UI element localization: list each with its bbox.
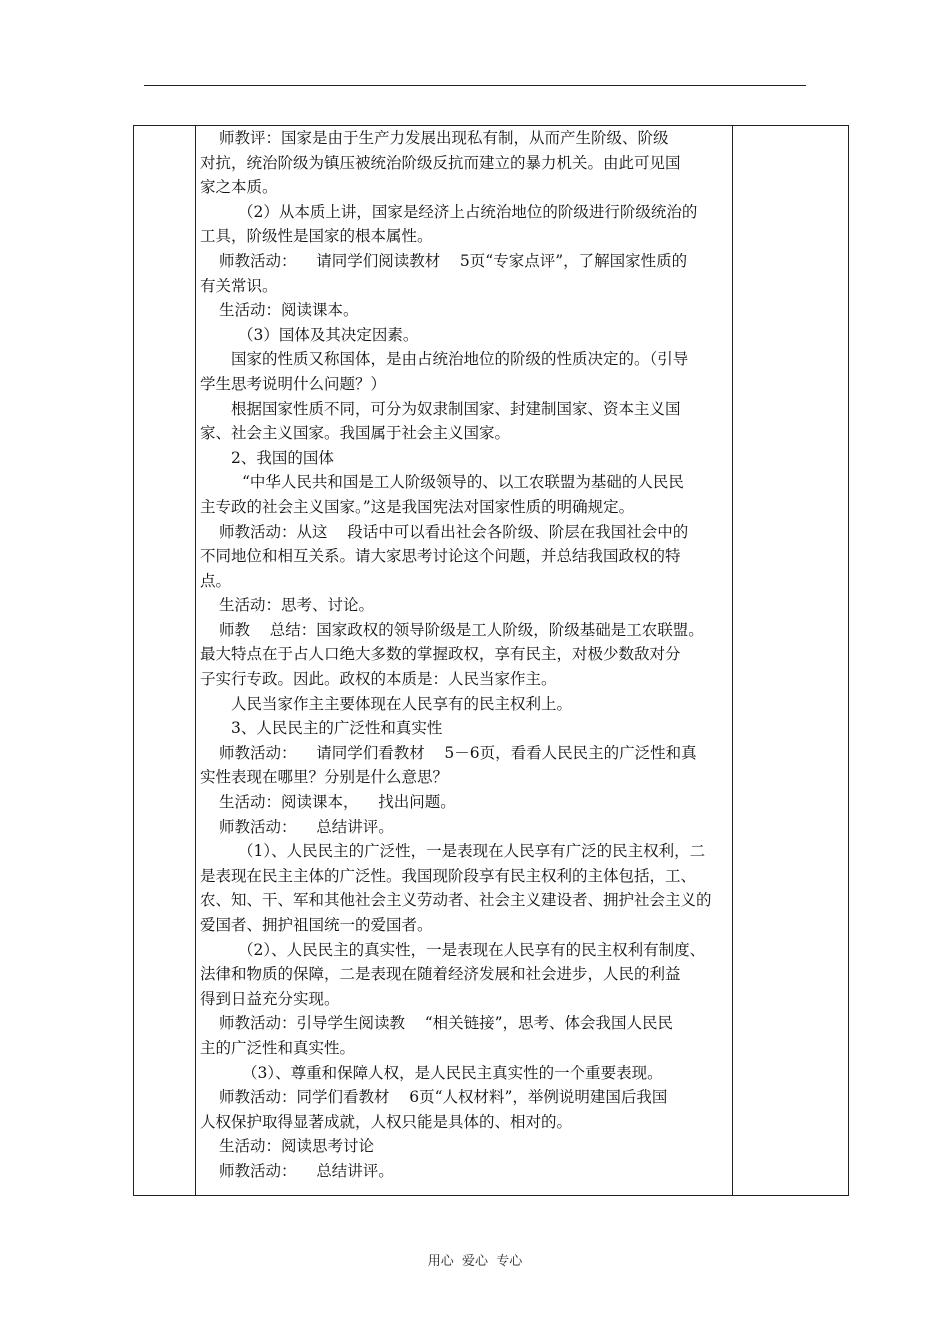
line-15: “中华人民共和国是工人阶级领导的、以工农联盟为基础的人民民 [242,473,684,492]
line-32: 农、知、干、军和其他社会主义劳动者、社会主义建设者、拥护社会主义的 [200,891,712,910]
line-30: （1）、人民民主的广泛性，一是表现在人民享有广泛的民主权利，二 [238,842,706,861]
line-39: （3）、尊重和保障人权，是人民民主真实性的一个重要表现。 [242,1063,663,1082]
line-13: 家、社会主义国家。我国属于社会主义国家。 [200,424,511,443]
page-footer: 用心 爱心 专心 [427,1254,523,1269]
header-rule [144,85,806,86]
line-14: 2、我国的国体 [231,448,334,467]
line-33: 爱国者、拥护祖国统一的爱国者。 [200,916,433,934]
line-25: 3、人民民主的广泛性和真实性 [231,719,443,738]
line-5: 工具，阶级性是国家的根本属性。 [200,227,433,246]
line-18: 不同地位和相互关系。请大家思考讨论这个问题，并总结我国政权的特 [200,547,681,566]
line-36: 得到日益充分实现。 [200,989,340,1008]
line-6: 师教活动： 请同学们阅读教材 5页“专家点评”，了解国家性质的 [219,251,688,270]
line-3: 家之本质。 [200,178,278,197]
right-column-divider [732,126,733,1195]
lesson-content [200,126,730,1184]
line-31: 是表现在民主主体的广泛性。我国现阶段享有民主权利的主体包括，工、 [200,866,697,885]
line-41: 人权保护取得显著成就，人权只能是具体的、相对的。 [200,1112,573,1131]
line-10: 国家的性质又称国体，是由占统治地位的阶级的性质决定的。（引导 [231,350,689,369]
left-column-divider [195,126,196,1195]
line-29: 师教活动： 总结讲评。 [219,817,394,836]
line-38: 主的广泛性和真实性。 [200,1038,356,1057]
line-37: 师教活动：引导学生阅读教 “相关链接”，思考、体会我国人民民 [219,1014,674,1033]
line-4: （2）从本质上讲，国家是经济上占统治地位的阶级进行阶级统治的 [238,202,698,221]
line-16: 主专政的社会主义国家。”这是我国宪法对国家性质的明确规定。 [200,497,635,516]
line-7: 有关常识。 [200,276,278,295]
line-40: 师教活动：同学们看教材 6页“人权材料”，举例说明建国后我国 [219,1088,668,1107]
line-20: 生活动：思考、讨论。 [219,596,375,615]
line-26: 师教活动： 请同学们看教材 5－6页，看看人民民主的广泛性和真 [219,743,697,762]
line-24: 人民当家作主主要体现在人民享有的民主权利上。 [231,694,573,713]
line-8: 生活动：阅读课本。 [219,301,359,320]
line-2: 对抗，统治阶级为镇压被统治阶级反抗而建立的暴力机关。由此可见国 [200,153,681,172]
line-9: （3）国体及其决定因素。 [238,325,419,344]
line-43: 师教活动： 总结讲评。 [219,1161,394,1180]
line-11: 学生思考说明什么问题？） [200,374,387,393]
line-19: 点。 [200,571,232,590]
line-42: 生活动：阅读思考讨论 [219,1137,375,1156]
line-34: （2）、人民民主的真实性，一是表现在人民享有的民主权利有制度、 [238,940,706,959]
line-22: 最大特点在于占人口绝大多数的掌握政权，享有民主，对极少数敌对分 [200,645,681,664]
line-35: 法律和物质的保障，二是表现在随着经济发展和社会进步，人民的利益 [200,965,681,984]
line-12: 根据国家性质不同，可分为奴隶制国家、封建制国家、资本主义国 [231,399,681,418]
line-23: 子实行专政。因此。政权的本质是：人民当家作主。 [200,670,557,689]
line-28: 生活动：阅读课本， 找出问题。 [219,793,456,812]
line-1: 师教评：国家是由于生产力发展出现私有制，从而产生阶级、阶级 [219,129,669,147]
line-17: 师教活动：从这 段话中可以看出社会各阶级、阶层在我国社会中的 [219,522,689,541]
line-21: 师教 总结：国家政权的领导阶级是工人阶级，阶级基础是工农联盟。 [219,620,704,639]
line-27: 实性表现在哪里？分别是什么意思？ [200,768,449,787]
